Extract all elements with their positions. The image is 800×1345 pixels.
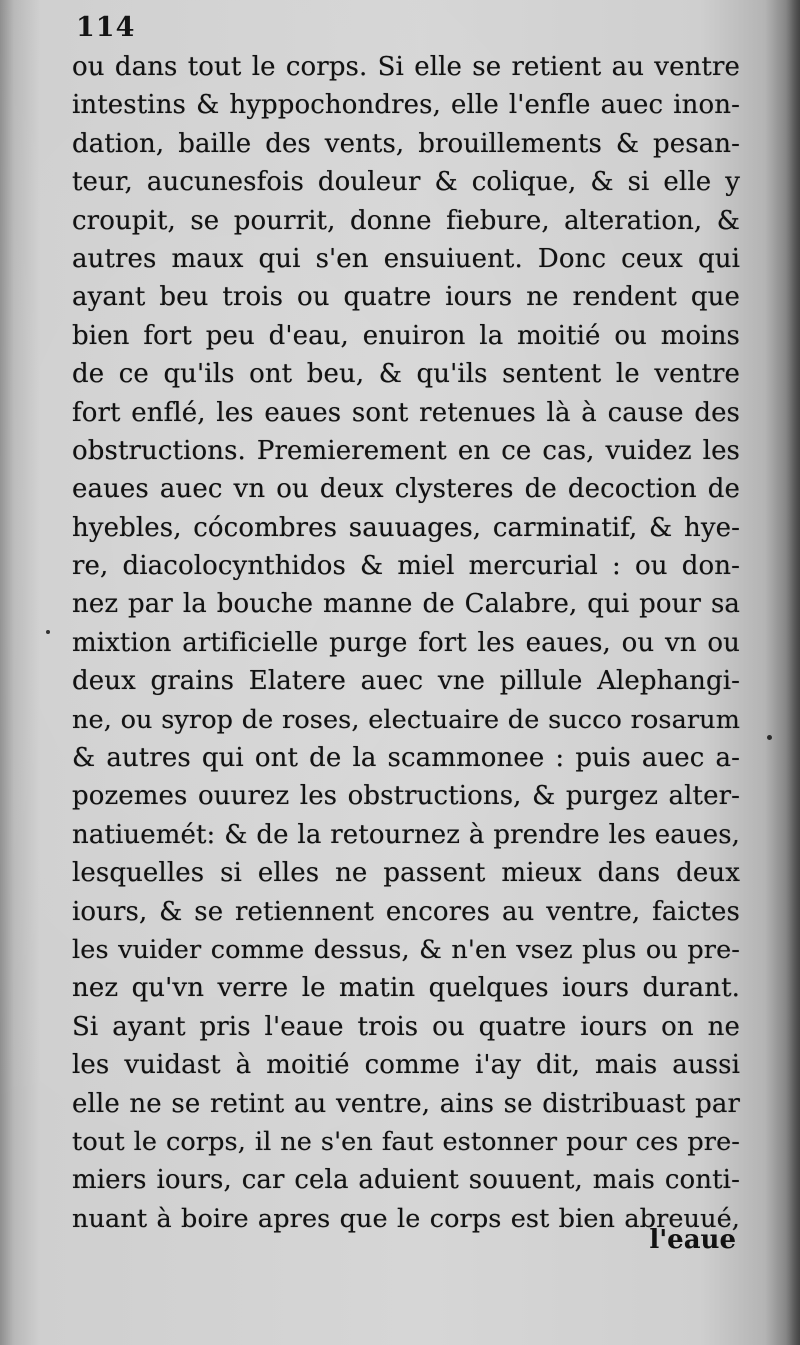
text-line: ou dans tout le corps. Si elle se retient au ventre (72, 52, 740, 82)
text-line: nez qu'vn verre le matin quelques iours durant. (72, 973, 740, 1004)
text-line: bien fort peu d'eau, enuiron la moitié ou moins (72, 320, 740, 351)
ink-speck (46, 630, 50, 634)
text-line: eaues auec vn ou deux clysteres de decoction de (72, 474, 740, 505)
text-line: dation, baille des vents, brouillements & pesan- (72, 128, 740, 159)
text-line: iours, & se retiennent encores au ventre, faictes (72, 896, 740, 927)
text-line: lesquelles si elles ne passent mieux dans deux (72, 858, 740, 889)
text-line: ne, ou syrop de roses, electuaire de succo rosarum (72, 704, 740, 735)
text-line: les vuider comme dessus, & n'en vsez plus ou pre- (72, 934, 740, 965)
catchword: l'eaue (649, 1225, 736, 1255)
text-line: nez par la bouche manne de Calabre, qui pour sa (72, 589, 740, 620)
text-line: teur, aucunesfois douleur & colique, & si elle y (72, 167, 740, 198)
text-line: nuant à boire apres que le corps est bien abreuué, (72, 1203, 740, 1234)
text-line: intestins & hyppochondres, elle l'enfle auec inon- (72, 90, 740, 121)
page-number: 114 (76, 12, 136, 43)
text-line: ayant beu trois ou quatre iours ne rendent que (72, 282, 740, 313)
text-line: natiuemét: & de la retournez à prendre les eaues, (72, 819, 740, 850)
text-line: obstructions. Premierement en ce cas, vuidez les (72, 435, 740, 466)
text-line: les vuidast à moitié comme i'ay dit, mais aussi (72, 1050, 740, 1081)
text-line: elle ne se retint au ventre, ains se distribuast par (72, 1088, 740, 1119)
text-line: hyebles, cócombres sauuages, carminatif, & hye- (72, 512, 740, 543)
text-line: tout le corps, il ne s'en faut estonner pour ces pre- (72, 1126, 740, 1157)
text-line: re, diacolocynthidos & miel mercurial : ou don- (72, 551, 740, 582)
ink-speck (767, 735, 772, 740)
text-line: Si ayant pris l'eaue trois ou quatre iours on ne (72, 1011, 740, 1042)
body-text (72, 48, 740, 1238)
text-line: autres maux qui s'en ensuiuent. Donc ceux qui (72, 243, 740, 274)
text-line: pozemes ouurez les obstructions, & purgez alter- (72, 781, 740, 812)
text-line: fort enflé, les eaues sont retenues là à cause des (72, 397, 740, 428)
text-line: & autres qui ont de la scammonee : puis auec a- (72, 743, 740, 774)
text-line: croupit, se pourrit, donne fiebure, alteration, & (72, 205, 740, 236)
text-line: mixtion artificielle purge fort les eaues, ou vn ou (72, 627, 740, 658)
text-line: deux grains Elatere auec vne pillule Alephangi- (72, 666, 740, 697)
text-line: miers iours, car cela aduient souuent, mais conti- (72, 1165, 740, 1196)
text-line: de ce qu'ils ont beu, & qu'ils sentent le ventre (72, 359, 740, 390)
